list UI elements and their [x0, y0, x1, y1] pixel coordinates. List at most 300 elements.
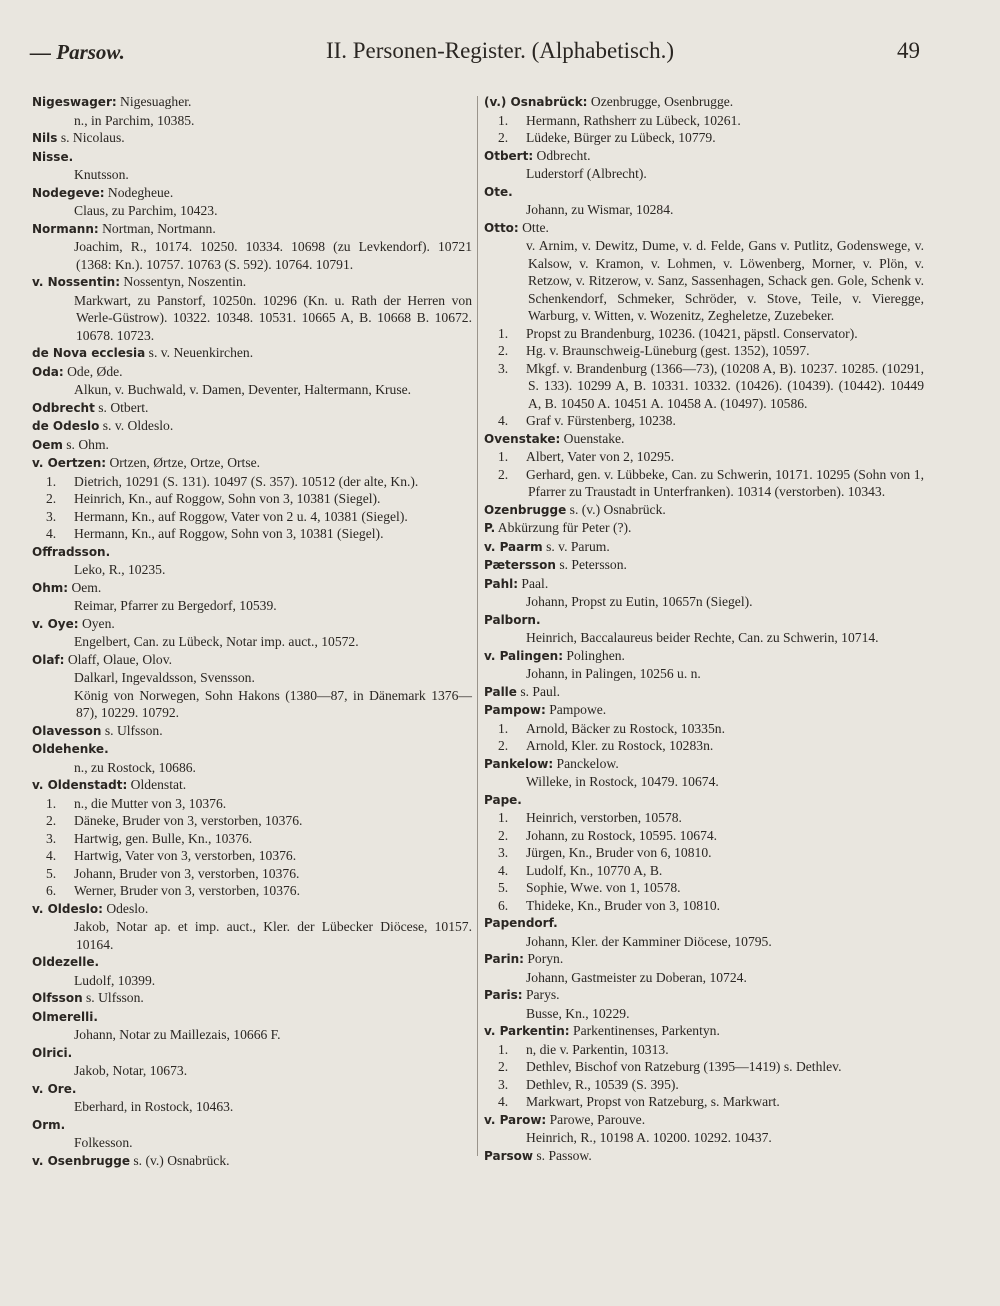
entry-variants: Paal.: [518, 575, 549, 591]
entry-subline: [484, 1058, 924, 1076]
entry-subline: [32, 882, 472, 900]
entry-subline: [32, 918, 472, 953]
entry-variants: Nigesuagher.: [116, 94, 192, 109]
entry-subline: [32, 292, 472, 345]
entry-subline: [484, 112, 924, 130]
entry-text: Lüdeke, Bürger zu Lübeck, 10779.: [526, 130, 716, 145]
entry-number: 2.: [498, 738, 509, 753]
register-entry: [484, 538, 924, 557]
entry-headword: v. Ore.: [32, 1081, 77, 1096]
entry-variants: Panckelow.: [553, 755, 619, 771]
entry-subline: [32, 795, 472, 813]
entry-heading-line: [32, 436, 472, 455]
register-entry: [32, 1008, 472, 1044]
entry-number: 1.: [498, 1041, 509, 1057]
entry-text: Eberhard, in Rostock, 10463.: [74, 1099, 234, 1114]
entry-heading-line: [32, 1152, 472, 1171]
entry-variants: s. Otbert.: [94, 399, 149, 415]
register-entry: [484, 1022, 924, 1111]
entry-subline: [32, 473, 472, 491]
entry-headword: Oldezelle.: [32, 955, 100, 969]
entry-heading-line: [484, 647, 924, 666]
entry-subline: [484, 665, 924, 683]
entry-text: Däneke, Bruder von 3, verstorben, 10376.: [74, 813, 303, 828]
entry-heading-line: [484, 683, 924, 702]
entry-number: 4.: [46, 848, 57, 863]
register-entry: [32, 454, 472, 543]
left-column: [32, 93, 472, 1170]
entry-headword: v. Oye:: [32, 616, 79, 631]
entry-heading-line: [32, 417, 472, 436]
entry-number: 1.: [498, 449, 509, 464]
entry-headword: Olfsson: [32, 991, 83, 1005]
entry-headword: Palle: [484, 684, 517, 699]
entry-text: Reimar, Pfarrer zu Bergedorf, 10539.: [74, 598, 277, 613]
entry-headword: Ovenstake:: [484, 431, 561, 446]
entry-subline: [484, 325, 924, 343]
register-entry: [32, 989, 472, 1008]
entry-text: Johann, Notar zu Maillezais, 10666 F.: [74, 1027, 281, 1042]
entry-headword: v. Oldeslo:: [32, 901, 103, 916]
entry-text: Arnold, Kler. zu Rostock, 10283n.: [526, 738, 714, 753]
entry-text: Hg. v. Braunschweig-Lüneburg (gest. 1352), 10597.: [526, 343, 810, 358]
entry-heading-line: [484, 1022, 924, 1041]
entry-variants: Nodegheue.: [104, 184, 174, 200]
entry-text: Dietrich, 10291 (S. 131). 10497 (S. 357). 10512 (der alte, Kn.).: [74, 473, 419, 489]
entry-subline: [484, 773, 924, 791]
entry-subline: [32, 238, 472, 273]
entry-text: Dalkarl, Ingevaldsson, Svensson.: [74, 670, 255, 685]
entry-heading-line: [32, 953, 472, 972]
entry-heading-line: [32, 722, 472, 741]
entry-text: Johann, zu Wismar, 10284.: [526, 202, 674, 217]
entry-heading-line: [32, 989, 472, 1008]
entry-variants: s. Nicolaus.: [57, 130, 125, 145]
entry-text: Leko, R., 10235.: [74, 562, 166, 577]
entry-headword: Parsow: [484, 1148, 533, 1163]
entry-variants: Oldenstat.: [127, 777, 187, 792]
entry-subline: [484, 720, 924, 738]
entry-subline: [484, 844, 924, 862]
entry-text: Heinrich, Kn., auf Roggow, Sohn von 3, 10381 (Siegel).: [74, 491, 381, 506]
entry-variants: Pampowe.: [545, 702, 607, 717]
entry-heading-line: [484, 701, 924, 720]
entry-headword: Pampow:: [484, 703, 546, 717]
entry-variants: Oem.: [68, 579, 102, 595]
entry-headword: Palborn.: [484, 612, 541, 627]
entry-text: Johann, in Palingen, 10256 u. n.: [526, 666, 701, 681]
entry-variants: s. Ulfsson.: [101, 722, 163, 738]
entry-heading-line: [484, 556, 924, 575]
entry-headword: Oda:: [32, 364, 64, 379]
register-entry: [484, 93, 924, 147]
register-entry: [484, 1111, 924, 1147]
entry-headword: v. Oldenstadt:: [32, 778, 128, 792]
register-entry: [32, 615, 472, 651]
entry-subline: [484, 737, 924, 755]
register-entry: [32, 543, 472, 579]
entry-subline: [32, 112, 472, 130]
entry-headword: Olaf:: [32, 652, 65, 667]
register-entry: [32, 93, 472, 129]
entry-headword: Ote.: [484, 184, 513, 199]
entry-number: 5.: [498, 880, 509, 895]
entry-variants: s. Ulfsson.: [82, 990, 144, 1005]
entry-headword: Nils: [32, 131, 58, 145]
entry-headword: Normann:: [32, 221, 99, 236]
entry-subline: [484, 629, 924, 647]
entry-heading-line: [32, 129, 472, 148]
register-entry: [32, 776, 472, 900]
entry-text: Gerhard, gen. v. Lübbeke, Can. zu Schwerin, 10171. 10295 (Sohn von 1, Pfarrer zu Traustadt in Unterfranken). 10314 (verstorben). 10343.: [526, 466, 924, 499]
entry-text: Sophie, Wwe. von 1, 10578.: [526, 880, 681, 895]
entry-subline: [32, 1026, 472, 1044]
entry-text: Johann, Propst zu Eutin, 10657n (Siegel).: [526, 594, 753, 609]
entry-text: Jürgen, Kn., Bruder von 6, 10810.: [526, 845, 712, 860]
register-entry: [484, 430, 924, 501]
entry-variants: Odeslo.: [102, 900, 149, 916]
entry-variants: s. Petersson.: [555, 557, 627, 572]
entry-subline: [484, 809, 924, 827]
entry-subline: [32, 597, 472, 615]
entry-heading-line: [484, 1147, 924, 1166]
entry-variants: s. Paul.: [516, 683, 560, 699]
entry-heading-line: [484, 1111, 924, 1130]
entry-subline: [484, 1093, 924, 1111]
register-entry: [484, 219, 924, 430]
entry-number: 3.: [46, 830, 57, 846]
entry-text: Jakob, Notar, 10673.: [74, 1063, 188, 1078]
entry-heading-line: [32, 1008, 472, 1027]
entry-headword: v. Paarm: [484, 539, 543, 554]
entry-text: Knutsson.: [74, 167, 129, 182]
entry-subline: [484, 165, 924, 183]
entry-number: 1.: [46, 473, 57, 489]
running-head-title: II. Personen-Register. (Alphabetisch.): [325, 38, 675, 63]
entry-heading-line: [32, 651, 472, 670]
entry-heading-line: [484, 986, 924, 1005]
entry-text: n, die v. Parkentin, 10313.: [526, 1041, 669, 1057]
register-entry: [484, 986, 924, 1022]
entry-headword: Pahl:: [484, 576, 519, 591]
register-entry: [32, 1152, 472, 1171]
register-entry: [32, 220, 472, 274]
register-entry: [484, 611, 924, 647]
entry-heading-line: [484, 519, 924, 538]
entry-number: 1.: [498, 325, 509, 341]
entry-heading-line: [484, 430, 924, 449]
entry-headword: Oldehenke.: [32, 742, 109, 756]
entry-text: Johann, Gastmeister zu Doberan, 10724.: [526, 969, 747, 985]
entry-heading-line: [32, 220, 472, 239]
entry-subline: [484, 466, 924, 501]
entry-text: Engelbert, Can. zu Lübeck, Notar imp. auct., 10572.: [74, 634, 359, 649]
register-entry: [484, 701, 924, 755]
entry-heading-line: [32, 1116, 472, 1135]
register-entry: [484, 556, 924, 575]
entry-subline: [484, 1005, 924, 1023]
entry-variants: s. v. Oldeslo.: [99, 418, 174, 433]
entry-text: Johann, Kler. der Kamminer Diöcese, 10795.: [526, 933, 772, 949]
entry-text: Willeke, in Rostock, 10479. 10674.: [526, 774, 719, 789]
entry-heading-line: [32, 184, 472, 203]
entry-subline: [484, 342, 924, 360]
entry-variants: Odbrecht.: [533, 147, 591, 163]
entry-heading-line: [32, 579, 472, 598]
entry-text: Ludolf, 10399.: [74, 972, 156, 988]
entry-heading-line: [484, 755, 924, 774]
entry-number: 2.: [498, 1059, 509, 1074]
entry-text: Johann, Bruder von 3, verstorben, 10376.: [74, 865, 300, 881]
entry-text: Joachim, R., 10174. 10250. 10334. 10698 (zu Levkendorf). 10721 (1368: Kn.). 10757. 10763 (S. 592). 10764. 10791.: [74, 239, 472, 272]
entry-subline: [32, 525, 472, 543]
entry-number: 3.: [498, 845, 509, 860]
entry-headword: Ohm:: [32, 580, 69, 595]
entry-heading-line: [484, 950, 924, 969]
entry-subline: [32, 972, 472, 990]
entry-number: 5.: [46, 865, 57, 881]
entry-headword: v. Osenbrugge: [32, 1153, 130, 1168]
entry-variants: s. v. Neuenkirchen.: [145, 345, 254, 360]
entry-number: 2.: [46, 491, 57, 506]
register-entry: [32, 363, 472, 399]
register-entry: [484, 1147, 924, 1166]
entry-heading-line: [484, 93, 924, 112]
register-entry: [32, 184, 472, 220]
entry-text: Hartwig, Vater von 3, verstorben, 10376.: [74, 848, 297, 863]
entry-variants: Nortman, Nortmann.: [98, 220, 216, 236]
entry-text: Dethlev, Bischof von Ratzeburg (1395—1419) s. Dethlev.: [526, 1059, 842, 1074]
entry-number: 1.: [46, 795, 57, 811]
entry-text: Heinrich, R., 10198 A. 10200. 10292. 10437.: [526, 1130, 772, 1145]
entry-heading-line: [484, 501, 924, 520]
entry-headword: v. Parow:: [484, 1112, 547, 1127]
entry-subline: [484, 1076, 924, 1094]
register-entry: [484, 183, 924, 219]
register-entry: [32, 344, 472, 363]
entry-headword: de Odeslo: [32, 419, 100, 433]
entry-variants: Parkentinenses, Parkentyn.: [569, 1023, 720, 1038]
entry-text: Markwart, Propst von Ratzeburg, s. Markwart.: [526, 1094, 780, 1109]
entry-heading-line: [32, 344, 472, 363]
entry-text: Hartwig, gen. Bulle, Kn., 10376.: [74, 830, 253, 846]
entry-variants: Ode, Øde.: [63, 363, 123, 379]
entry-text: Busse, Kn., 10229.: [526, 1005, 630, 1021]
entry-variants: Polinghen.: [563, 647, 625, 663]
entry-heading-line: [484, 183, 924, 202]
entry-number: 2.: [498, 466, 509, 482]
entry-subline: [32, 561, 472, 579]
entry-variants: Ozenbrugge, Osenbrugge.: [587, 94, 734, 109]
entry-subline: [484, 827, 924, 845]
register-entry: [484, 683, 924, 702]
entry-variants: Nossentyn, Noszentin.: [120, 274, 247, 289]
entry-variants: Oyen.: [78, 615, 115, 631]
entry-text: Ludolf, Kn., 10770 A, B.: [526, 862, 663, 878]
entry-subline: [32, 687, 472, 722]
entry-heading-line: [32, 900, 472, 919]
entry-headword: Olmerelli.: [32, 1009, 98, 1024]
entry-headword: v. Nossentin:: [32, 275, 121, 289]
entry-variants: Poryn.: [523, 951, 564, 966]
entry-subline: [484, 897, 924, 915]
entry-variants: Ouenstake.: [560, 430, 625, 446]
entry-number: 4.: [498, 413, 509, 428]
register-entry: [32, 740, 472, 776]
entry-heading-line: [32, 363, 472, 382]
entry-variants: Ortzen, Ørtze, Ortze, Ortse.: [106, 455, 261, 470]
entry-headword: Pankelow:: [484, 756, 554, 771]
entry-heading-line: [484, 791, 924, 810]
register-entry: [32, 148, 472, 184]
register-entry: [484, 791, 924, 915]
entry-number: 2.: [498, 130, 509, 145]
register-entry: [32, 1044, 472, 1080]
entry-subline: [484, 862, 924, 880]
entry-subline: [32, 865, 472, 883]
entry-subline: [32, 508, 472, 526]
entry-variants: s. (v.) Osnabrück.: [129, 1152, 230, 1168]
entry-headword: v. Oertzen:: [32, 456, 107, 470]
entry-variants: s. Ohm.: [62, 436, 109, 452]
register-entry: [484, 501, 924, 520]
register-entry: [32, 722, 472, 741]
entry-number: 1.: [498, 112, 509, 128]
entry-headword: Pape.: [484, 792, 522, 807]
register-entry: [484, 647, 924, 683]
entry-text: Markwart, zu Panstorf, 10250n. 10296 (Kn. u. Rath der Herren von Werle-Güstrow). 10322. 10348. 10531. 10665 A, B. 10668 B. 10672. 10678. 10723.: [74, 292, 472, 343]
page-number: 49: [897, 38, 920, 63]
register-entry: [484, 147, 924, 183]
entry-heading-line: [32, 776, 472, 795]
entry-text: Heinrich, verstorben, 10578.: [526, 810, 682, 825]
entry-headword: Oem: [32, 437, 63, 452]
entry-text: König von Norwegen, Sohn Hakons (1380—87, in Dänemark 1376—87), 10229. 10792.: [74, 687, 472, 720]
entry-subline: [484, 237, 924, 325]
entry-heading-line: [32, 148, 472, 167]
entry-number: 3.: [46, 508, 57, 524]
entry-subline: [484, 933, 924, 951]
entry-subline: [32, 1134, 472, 1152]
register-entry: [32, 1080, 472, 1116]
entry-headword: Papendorf.: [484, 916, 558, 930]
entry-heading-line: [32, 93, 472, 112]
entry-subline: [32, 633, 472, 651]
entry-headword: Offradsson.: [32, 544, 111, 559]
entry-subline: [484, 360, 924, 413]
register-entry: [32, 417, 472, 436]
right-column: [484, 93, 924, 1165]
entry-subline: [484, 201, 924, 219]
entry-text: Hermann, Kn., auf Roggow, Sohn von 3, 10381 (Siegel).: [74, 526, 384, 541]
entry-number: 6.: [46, 883, 57, 898]
entry-headword: Pætersson: [484, 558, 556, 572]
register-entry: [32, 579, 472, 615]
entry-variants: s. (v.) Osnabrück.: [566, 501, 666, 517]
entry-variants: s. Passow.: [532, 1147, 592, 1163]
entry-heading-line: [484, 538, 924, 557]
entry-text: Luderstorf (Albrecht).: [526, 166, 647, 181]
entry-headword: Olavesson: [32, 723, 102, 738]
entry-heading-line: [484, 575, 924, 594]
entry-variants: Abkürzung für Peter (?).: [495, 520, 632, 535]
entry-number: 4.: [498, 1094, 509, 1109]
entry-subline: [484, 1129, 924, 1147]
entry-subline: [484, 412, 924, 430]
entry-variants: Olaff, Olaue, Olov.: [64, 651, 173, 667]
entry-subline: [32, 759, 472, 777]
entry-number: 3.: [498, 360, 509, 376]
register-entry: [484, 575, 924, 611]
entry-subline: [32, 166, 472, 184]
entry-number: 1.: [498, 720, 509, 736]
entry-number: 2.: [498, 343, 509, 358]
entry-heading-line: [32, 399, 472, 418]
register-entry: [32, 273, 472, 344]
entry-number: 4.: [498, 862, 509, 878]
entry-headword: Paris:: [484, 988, 523, 1002]
register-entry: [32, 129, 472, 148]
entry-text: Werner, Bruder von 3, verstorben, 10376.: [74, 883, 300, 898]
entry-heading-line: [32, 1080, 472, 1099]
column-divider: [477, 96, 478, 1156]
entry-variants: Otte.: [518, 219, 549, 235]
entry-number: 4.: [46, 526, 57, 541]
entry-heading-line: [32, 543, 472, 562]
entry-variants: Parowe, Parouve.: [546, 1111, 646, 1127]
entry-heading-line: [32, 273, 472, 292]
entry-heading-line: [32, 615, 472, 634]
entry-heading-line: [32, 1044, 472, 1063]
running-head-left: — Parsow.: [30, 40, 125, 64]
entry-subline: [32, 830, 472, 848]
entry-subline: [32, 381, 472, 399]
register-entry: [32, 651, 472, 722]
register-entry: [484, 755, 924, 791]
entry-text: Hermann, Rathsherr zu Lübeck, 10261.: [526, 112, 741, 128]
entry-text: Thideke, Kn., Bruder von 3, 10810.: [526, 897, 721, 913]
entry-headword: Olrici.: [32, 1045, 73, 1060]
entry-number: 6.: [498, 897, 509, 913]
entry-heading-line: [484, 219, 924, 238]
entry-number: 2.: [46, 813, 57, 828]
entry-text: Dethlev, R., 10539 (S. 395).: [526, 1076, 679, 1092]
register-entry: [32, 1116, 472, 1152]
entry-text: Hermann, Kn., auf Roggow, Vater von 2 u. 4, 10381 (Siegel).: [74, 508, 408, 524]
entry-text: Propst zu Brandenburg, 10236. (10421, päpstl. Conservator).: [526, 325, 858, 341]
register-entry: [484, 519, 924, 538]
entry-text: Johann, zu Rostock, 10595. 10674.: [526, 827, 718, 843]
entry-subline: [484, 879, 924, 897]
register-entry: [484, 950, 924, 986]
entry-subline: [32, 812, 472, 830]
entry-text: Albert, Vater von 2, 10295.: [526, 449, 675, 464]
entry-headword: (v.) Osnabrück:: [484, 95, 588, 109]
entry-headword: Nodegeve:: [32, 185, 105, 200]
entry-text: v. Arnim, v. Dewitz, Dume, v. d. Felde, Gans v. Putlitz, Godenswege, v. Kalsow, v. Kramon, v. Lohmen, v. Löwenberg, Morner, v. Plön, v. Retzow, v. Ritzerow, v. Sanz, Sassenhagen, Schack gen. Gole, Schenk v. Schenkendorf, Schmeker, Schröder, v. Stove, Teile, v. Vieregge, Warburg, v. Witten, v. Wozenitz, Zegheletze, Zuzebeker.: [526, 238, 924, 323]
entry-subline: [484, 969, 924, 987]
entry-headword: Odbrecht: [32, 400, 95, 415]
entry-subline: [484, 448, 924, 466]
entry-subline: [32, 1062, 472, 1080]
entry-headword: de Nova ecclesia: [32, 346, 146, 360]
entry-text: n., in Parchim, 10385.: [74, 112, 195, 128]
entry-headword: Parin:: [484, 952, 524, 966]
entry-subline: [32, 669, 472, 687]
entry-headword: Otto:: [484, 220, 519, 235]
entry-subline: [32, 490, 472, 508]
register-entry: [32, 900, 472, 954]
